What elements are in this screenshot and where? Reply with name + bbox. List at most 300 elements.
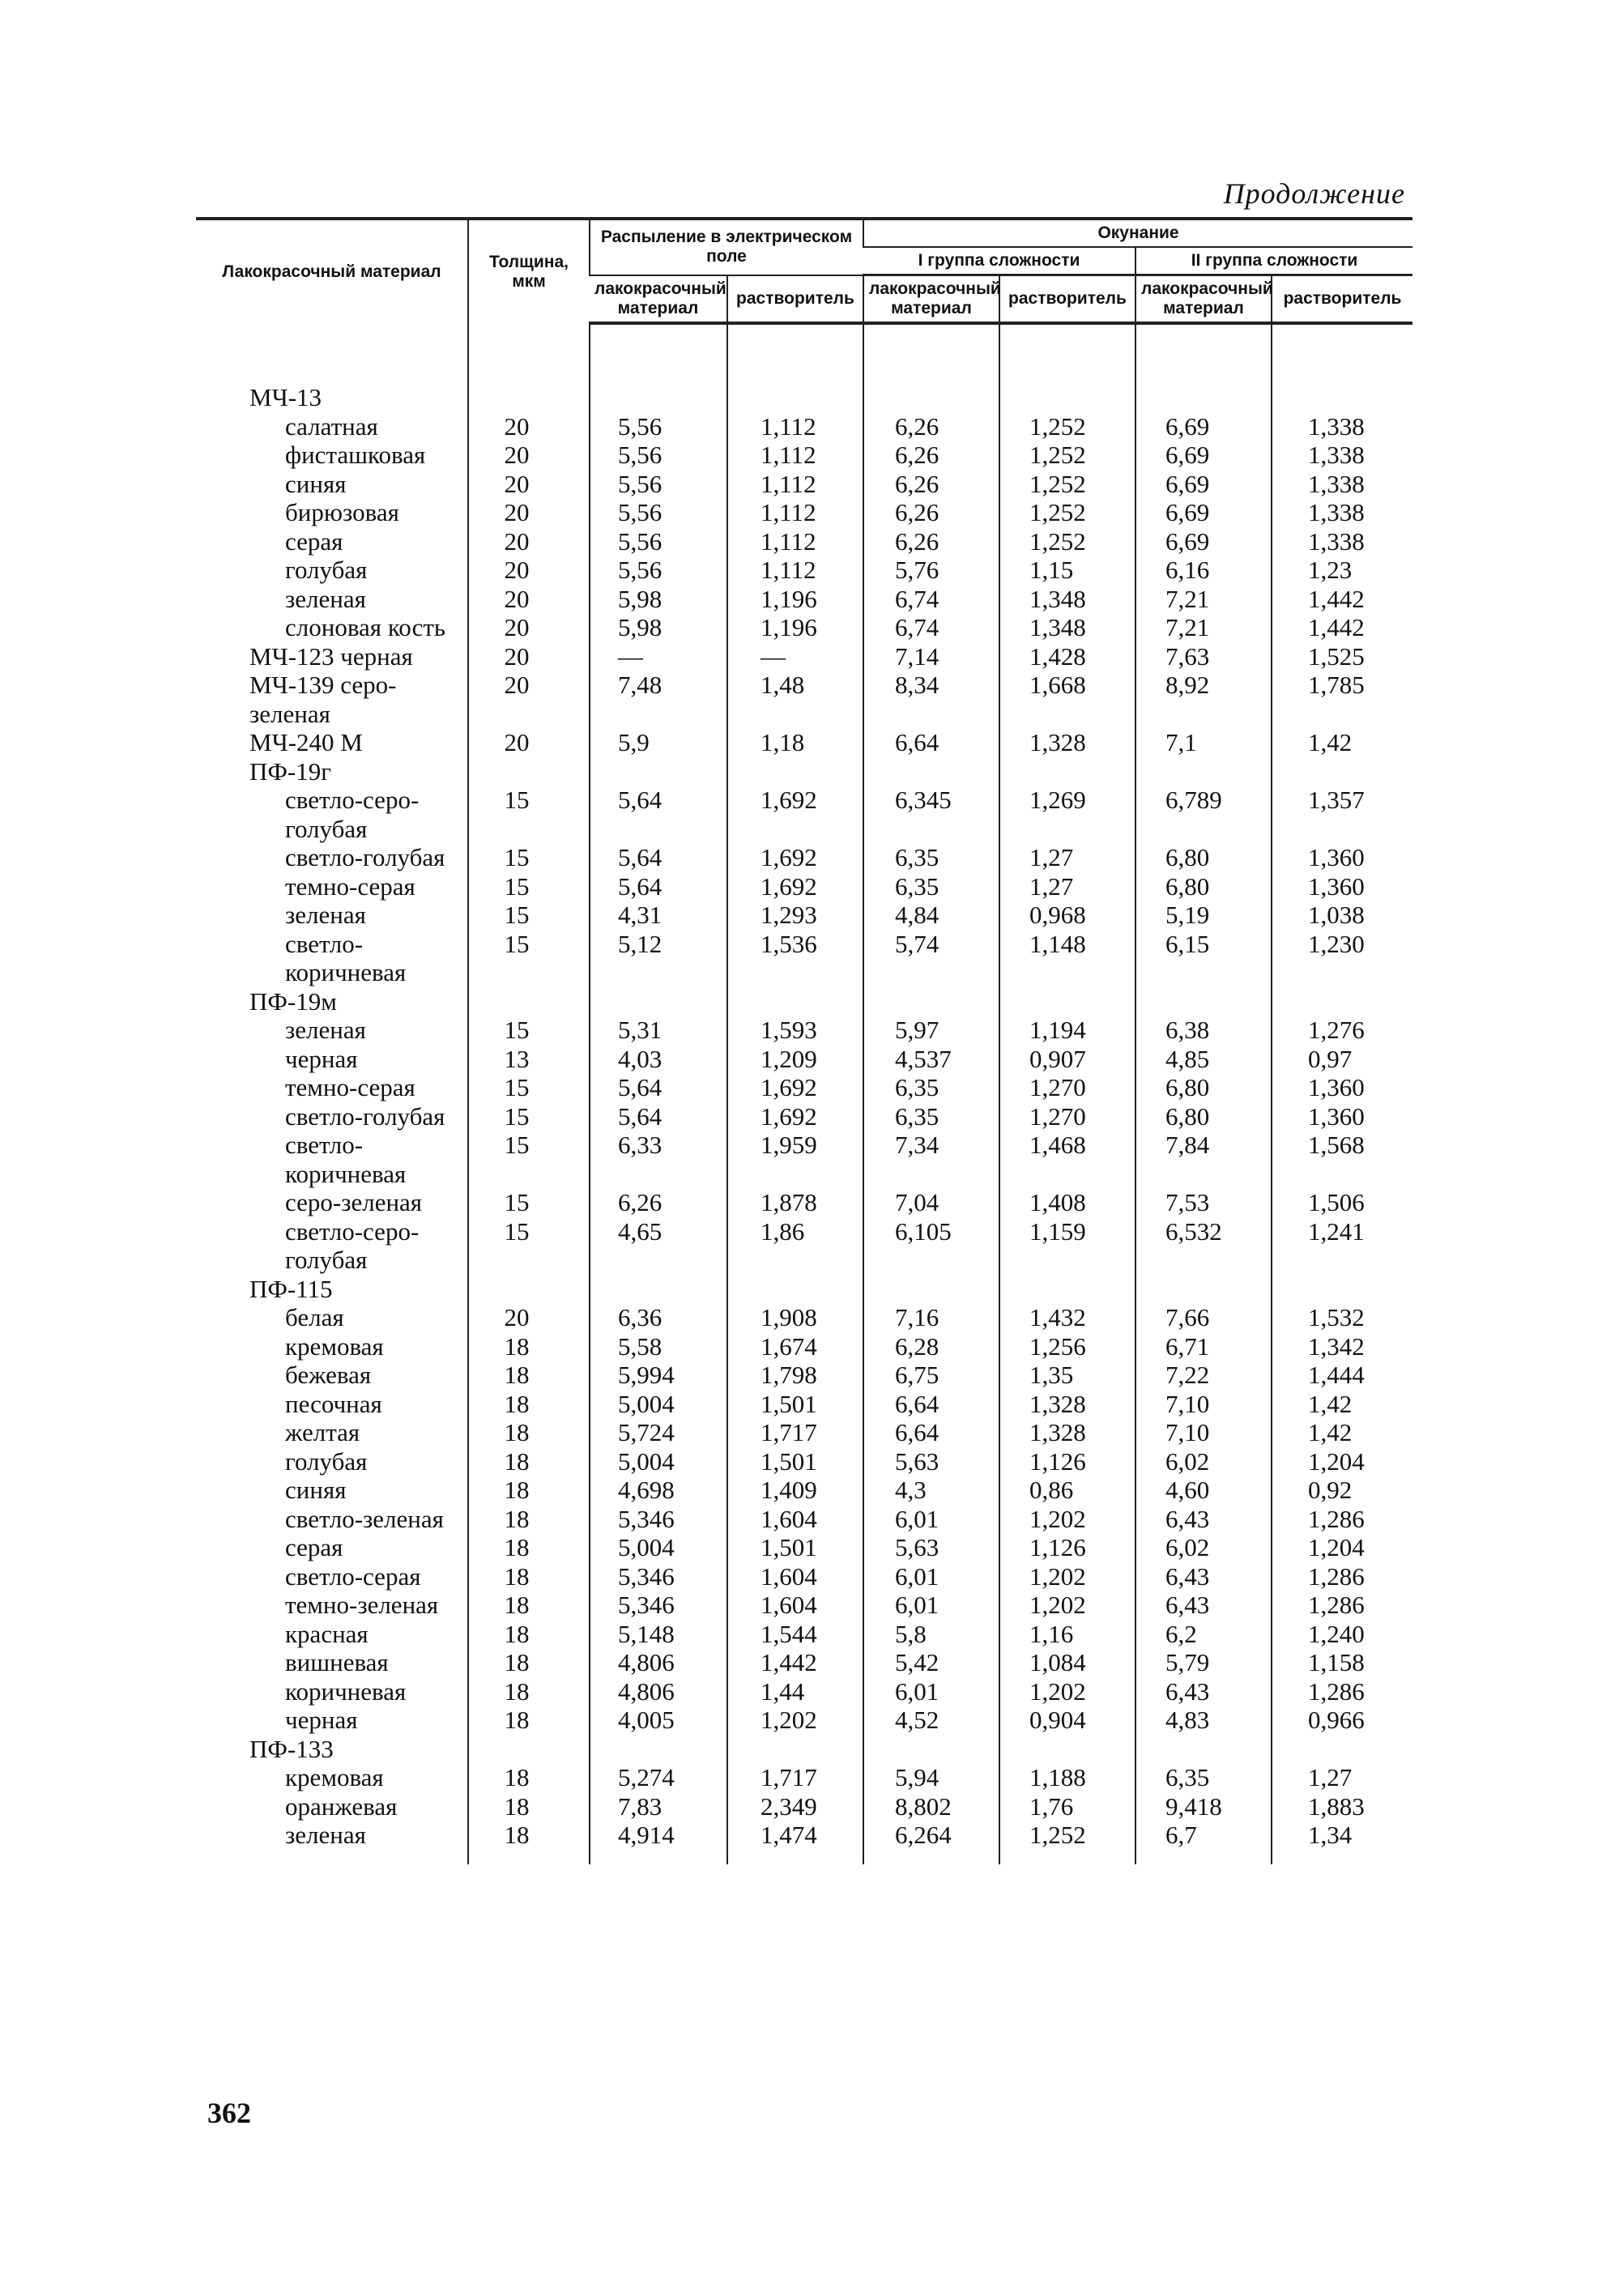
g1-solvent-cell: 1,432 xyxy=(999,1303,1135,1332)
table-row xyxy=(196,1332,1412,1361)
material-cell: оранжевая xyxy=(285,1791,398,1821)
thickness-cell: 20 xyxy=(468,671,590,728)
spray-solvent-cell: 1,692 xyxy=(727,843,863,872)
g1-paint-cell: 5,8 xyxy=(863,1620,999,1649)
g2-solvent-cell: 1,204 xyxy=(1272,1447,1412,1476)
spray-solvent-cell xyxy=(727,757,863,786)
g1-solvent-cell: 1,202 xyxy=(999,1562,1135,1591)
g1-solvent-cell: 1,328 xyxy=(999,1390,1135,1419)
material-cell: песочная xyxy=(285,1389,382,1418)
g2-paint-cell: 7,66 xyxy=(1135,1303,1272,1332)
table-row xyxy=(196,843,1412,872)
g2-solvent-cell: 1,42 xyxy=(1272,1418,1412,1447)
material-cell: голубая xyxy=(285,1446,368,1476)
group-row xyxy=(196,671,1412,728)
g1-paint-cell: 6,74 xyxy=(863,613,999,642)
group-row xyxy=(196,642,1412,671)
g1-paint-cell: 6,264 xyxy=(863,1821,999,1850)
g2-paint-cell: 6,69 xyxy=(1135,498,1272,527)
thickness-cell: 15 xyxy=(468,1102,590,1131)
spray-solvent-cell: 1,293 xyxy=(727,901,863,930)
table-row xyxy=(196,1361,1412,1390)
g1-paint-cell xyxy=(863,757,999,786)
g1-paint-cell: 6,01 xyxy=(863,1591,999,1620)
spray-solvent-cell: 1,442 xyxy=(727,1648,863,1677)
continuation-label: Продолжение xyxy=(1223,177,1405,210)
g2-solvent-cell xyxy=(1272,757,1412,786)
page-number: 362 xyxy=(207,2097,251,2129)
g1-solvent-cell: 1,202 xyxy=(999,1677,1135,1706)
g1-solvent-cell: 1,428 xyxy=(999,642,1135,671)
g2-paint-cell: 5,19 xyxy=(1135,901,1272,930)
spray-paint-cell: 5,004 xyxy=(590,1447,727,1476)
material-cell: светло-зеленая xyxy=(285,1504,444,1533)
g2-paint-cell: 6,69 xyxy=(1135,527,1272,556)
thickness-cell: 20 xyxy=(468,642,590,671)
thickness-cell: 15 xyxy=(468,930,590,987)
spray-solvent-cell: 1,674 xyxy=(727,1332,863,1361)
g2-paint-cell xyxy=(1135,757,1272,786)
g2-paint-cell: 7,10 xyxy=(1135,1390,1272,1419)
g2-solvent-cell: 1,338 xyxy=(1272,498,1412,527)
thickness-cell: 15 xyxy=(468,786,590,843)
g1-paint-cell: 6,74 xyxy=(863,585,999,614)
material-cell: МЧ-13 xyxy=(249,383,322,411)
g2-solvent-cell: 1,342 xyxy=(1272,1332,1412,1361)
group-row xyxy=(196,987,1412,1016)
table-row xyxy=(196,1390,1412,1419)
g1-paint-cell: 4,3 xyxy=(863,1476,999,1505)
g2-solvent-cell: 1,286 xyxy=(1272,1505,1412,1534)
spray-paint-cell xyxy=(590,1735,727,1764)
material-cell: серая xyxy=(285,1533,343,1561)
thickness-cell: 18 xyxy=(468,1677,590,1706)
g2-paint-cell: 6,15 xyxy=(1135,930,1272,987)
spray-solvent-cell: 1,209 xyxy=(727,1045,863,1074)
g1-paint-cell: 6,26 xyxy=(863,412,999,441)
g1-solvent-cell: 1,084 xyxy=(999,1648,1135,1677)
thickness-cell: 18 xyxy=(468,1706,590,1735)
table-row xyxy=(196,1303,1412,1332)
g2-paint-cell: 8,92 xyxy=(1135,671,1272,728)
g1-paint-cell: 6,26 xyxy=(863,441,999,470)
thickness-cell: 18 xyxy=(468,1821,590,1850)
g2-solvent-cell: 1,883 xyxy=(1272,1792,1412,1821)
spray-paint-cell: 5,9 xyxy=(590,728,727,757)
g2-solvent-cell: 1,360 xyxy=(1272,843,1412,872)
spray-paint-cell: — xyxy=(590,642,727,671)
g1-solvent-cell: 1,256 xyxy=(999,1332,1135,1361)
data-table xyxy=(196,217,1412,1864)
table-row xyxy=(196,470,1412,499)
spray-paint-cell: 7,48 xyxy=(590,671,727,728)
spray-paint-cell: 5,56 xyxy=(590,441,727,470)
g1-solvent-cell: 1,194 xyxy=(999,1016,1135,1045)
table-row xyxy=(196,1073,1412,1102)
g1-paint-cell: 6,35 xyxy=(863,872,999,901)
material-cell: бирюзовая xyxy=(285,498,399,526)
g2-paint-cell xyxy=(1135,383,1272,412)
thickness-cell: 20 xyxy=(468,585,590,614)
g1-paint-cell: 6,26 xyxy=(863,527,999,556)
g1-paint-cell: 4,537 xyxy=(863,1045,999,1074)
spray-solvent-cell: 1,202 xyxy=(727,1706,863,1735)
g1-paint-cell: 8,34 xyxy=(863,671,999,728)
material-cell: салатная xyxy=(285,411,378,441)
g1-paint-cell: 5,76 xyxy=(863,556,999,585)
thickness-cell: 15 xyxy=(468,1217,590,1275)
g1-solvent-cell: 1,27 xyxy=(999,843,1135,872)
g1-solvent-cell: 1,202 xyxy=(999,1505,1135,1534)
spray-paint-cell: 6,26 xyxy=(590,1188,727,1217)
thickness-cell: 18 xyxy=(468,1505,590,1534)
table-row xyxy=(196,613,1412,642)
spray-paint-cell: 5,004 xyxy=(590,1390,727,1419)
g2-solvent-cell: 1,286 xyxy=(1272,1677,1412,1706)
table-row xyxy=(196,1131,1412,1188)
material-cell: черная xyxy=(285,1706,358,1734)
spray-solvent-cell: 1,544 xyxy=(727,1620,863,1649)
g2-paint-cell: 4,85 xyxy=(1135,1045,1272,1074)
thickness-cell: 18 xyxy=(468,1792,590,1821)
thickness-cell: 18 xyxy=(468,1591,590,1620)
spray-paint-cell: 7,83 xyxy=(590,1792,727,1821)
table-row xyxy=(196,786,1412,843)
thickness-cell: 20 xyxy=(468,441,590,470)
g2-paint-cell: 6,71 xyxy=(1135,1332,1272,1361)
spray-solvent-cell: 1,692 xyxy=(727,1073,863,1102)
thickness-cell: 13 xyxy=(468,1045,590,1074)
spray-paint-cell: 5,148 xyxy=(590,1620,727,1649)
material-cell: ПФ-115 xyxy=(249,1274,333,1303)
g2-solvent-cell: 1,240 xyxy=(1272,1620,1412,1649)
thickness-cell xyxy=(468,757,590,786)
g2-solvent-cell: 1,338 xyxy=(1272,412,1412,441)
g2-paint-cell: 6,80 xyxy=(1135,843,1272,872)
spray-solvent-cell: 1,112 xyxy=(727,498,863,527)
g1-paint-cell: 6,01 xyxy=(863,1562,999,1591)
thickness-cell xyxy=(468,1735,590,1764)
table-row xyxy=(196,1533,1412,1562)
g2-paint-cell: 6,80 xyxy=(1135,1073,1272,1102)
g2-paint-cell: 4,83 xyxy=(1135,1706,1272,1735)
material-cell: бежевая xyxy=(285,1361,372,1389)
g2-solvent-cell xyxy=(1272,383,1412,412)
material-cell: светло-коричневая xyxy=(285,1131,407,1188)
g2-paint-cell: 6,69 xyxy=(1135,412,1272,441)
g2-paint-cell: 9,418 xyxy=(1135,1792,1272,1821)
g2-solvent-cell: 0,92 xyxy=(1272,1476,1412,1505)
thickness-cell: 18 xyxy=(468,1418,590,1447)
spray-paint-cell: 5,31 xyxy=(590,1016,727,1045)
group-row xyxy=(196,1275,1412,1304)
g1-solvent-cell: 1,252 xyxy=(999,527,1135,556)
spray-solvent-cell: 1,18 xyxy=(727,728,863,757)
thickness-cell: 15 xyxy=(468,1188,590,1217)
table-row xyxy=(196,1045,1412,1074)
g2-paint-cell: 6,43 xyxy=(1135,1591,1272,1620)
g2-solvent-cell: 1,338 xyxy=(1272,470,1412,499)
g2-solvent-cell xyxy=(1272,1735,1412,1764)
group-row xyxy=(196,1735,1412,1764)
spray-paint-cell: 5,64 xyxy=(590,1102,727,1131)
thickness-cell: 20 xyxy=(468,470,590,499)
g1-solvent-cell: 0,968 xyxy=(999,901,1135,930)
g2-paint-cell: 7,1 xyxy=(1135,728,1272,757)
spray-solvent-cell: 2,349 xyxy=(727,1792,863,1821)
spray-solvent-cell: 1,86 xyxy=(727,1217,863,1275)
material-cell: темно-серая xyxy=(285,1073,415,1101)
g2-solvent-cell: 1,357 xyxy=(1272,786,1412,843)
thickness-cell: 18 xyxy=(468,1332,590,1361)
g1-solvent-cell: 1,408 xyxy=(999,1188,1135,1217)
header-spray-solvent: растворитель xyxy=(727,275,863,324)
thickness-cell: 18 xyxy=(468,1533,590,1562)
g1-solvent-cell: 1,252 xyxy=(999,498,1135,527)
g2-solvent-cell: 0,97 xyxy=(1272,1045,1412,1074)
spray-paint-cell: 5,274 xyxy=(590,1763,727,1792)
spray-paint-cell: 6,36 xyxy=(590,1303,727,1332)
spray-solvent-cell: 1,501 xyxy=(727,1447,863,1476)
table-row xyxy=(196,1476,1412,1505)
thickness-cell: 20 xyxy=(468,498,590,527)
spray-paint-cell: 5,346 xyxy=(590,1562,727,1591)
spray-paint-cell: 5,56 xyxy=(590,556,727,585)
g2-solvent-cell: 1,276 xyxy=(1272,1016,1412,1045)
g2-solvent-cell: 1,444 xyxy=(1272,1361,1412,1390)
spray-solvent-cell: 1,593 xyxy=(727,1016,863,1045)
g1-paint-cell: 4,52 xyxy=(863,1706,999,1735)
g1-solvent-cell: 1,76 xyxy=(999,1792,1135,1821)
spray-paint-cell: 4,65 xyxy=(590,1217,727,1275)
table-row xyxy=(196,527,1412,556)
g1-paint-cell: 7,04 xyxy=(863,1188,999,1217)
spray-paint-cell xyxy=(590,1275,727,1304)
g1-solvent-cell: 0,907 xyxy=(999,1045,1135,1074)
spray-solvent-cell xyxy=(727,383,863,412)
g1-solvent-cell xyxy=(999,987,1135,1016)
spray-solvent-cell xyxy=(727,1275,863,1304)
spray-solvent-cell: 1,409 xyxy=(727,1476,863,1505)
g1-paint-cell: 6,26 xyxy=(863,470,999,499)
g2-paint-cell: 7,10 xyxy=(1135,1418,1272,1447)
g1-paint-cell: 6,64 xyxy=(863,1390,999,1419)
g1-paint-cell: 4,84 xyxy=(863,901,999,930)
material-cell: ПФ-19м xyxy=(249,986,337,1016)
thickness-cell: 18 xyxy=(468,1476,590,1505)
thickness-cell: 20 xyxy=(468,556,590,585)
g1-solvent-cell: 1,35 xyxy=(999,1361,1135,1390)
spray-paint-cell: 5,56 xyxy=(590,470,727,499)
g1-paint-cell: 6,64 xyxy=(863,728,999,757)
spray-solvent-cell: 1,692 xyxy=(727,1102,863,1131)
g1-paint-cell: 7,14 xyxy=(863,642,999,671)
spray-solvent-cell: 1,196 xyxy=(727,585,863,614)
spray-paint-cell: 4,698 xyxy=(590,1476,727,1505)
g1-paint-cell: 8,802 xyxy=(863,1792,999,1821)
spray-solvent-cell xyxy=(727,987,863,1016)
thickness-cell: 20 xyxy=(468,1303,590,1332)
spray-solvent-cell: — xyxy=(727,642,863,671)
g1-solvent-cell: 1,126 xyxy=(999,1447,1135,1476)
g1-solvent-cell: 1,27 xyxy=(999,872,1135,901)
g1-paint-cell: 5,42 xyxy=(863,1648,999,1677)
header-group-1: I группа сложности xyxy=(863,247,1135,275)
material-cell: серо-зеленая xyxy=(285,1188,423,1216)
g1-paint-cell: 5,63 xyxy=(863,1533,999,1562)
g1-solvent-cell: 1,188 xyxy=(999,1763,1135,1792)
thickness-cell xyxy=(468,1275,590,1304)
spray-paint-cell: 5,64 xyxy=(590,786,727,843)
header-g1-solvent: растворитель xyxy=(999,275,1135,324)
spray-solvent-cell: 1,604 xyxy=(727,1505,863,1534)
g1-paint-cell: 5,97 xyxy=(863,1016,999,1045)
g2-paint-cell: 6,35 xyxy=(1135,1763,1272,1792)
material-cell: ПФ-133 xyxy=(249,1734,334,1763)
g1-paint-cell: 7,16 xyxy=(863,1303,999,1332)
g1-solvent-cell: 1,126 xyxy=(999,1533,1135,1562)
spray-solvent-cell: 1,692 xyxy=(727,872,863,901)
spray-solvent-cell: 1,112 xyxy=(727,470,863,499)
thickness-cell: 18 xyxy=(468,1361,590,1390)
g1-paint-cell: 6,28 xyxy=(863,1332,999,1361)
g2-solvent-cell: 1,506 xyxy=(1272,1188,1412,1217)
material-cell: темно-серая xyxy=(285,871,415,901)
g2-paint-cell: 5,79 xyxy=(1135,1648,1272,1677)
g1-solvent-cell: 1,348 xyxy=(999,585,1135,614)
g1-paint-cell: 6,345 xyxy=(863,786,999,843)
thickness-cell: 18 xyxy=(468,1648,590,1677)
spray-solvent-cell: 1,536 xyxy=(727,930,863,987)
g1-solvent-cell: 1,328 xyxy=(999,1418,1135,1447)
table-row xyxy=(196,1016,1412,1045)
spray-solvent-cell: 1,717 xyxy=(727,1763,863,1792)
table-row xyxy=(196,1677,1412,1706)
material-cell: коричневая xyxy=(285,1676,407,1706)
header-dip: Окунание xyxy=(863,219,1412,247)
g2-solvent-cell: 1,532 xyxy=(1272,1303,1412,1332)
material-cell: синяя xyxy=(285,469,347,498)
spray-paint-cell: 6,33 xyxy=(590,1131,727,1188)
material-cell: вишневая xyxy=(285,1648,389,1676)
spray-solvent-cell: 1,474 xyxy=(727,1821,863,1850)
table-row xyxy=(196,1188,1412,1217)
g1-paint-cell xyxy=(863,1735,999,1764)
spray-paint-cell: 5,724 xyxy=(590,1418,727,1447)
thickness-cell: 20 xyxy=(468,613,590,642)
spray-solvent-cell: 1,44 xyxy=(727,1677,863,1706)
spray-solvent-cell: 1,112 xyxy=(727,441,863,470)
material-cell: желтая xyxy=(285,1418,360,1446)
g1-paint-cell: 6,35 xyxy=(863,1102,999,1131)
g1-solvent-cell: 1,269 xyxy=(999,786,1135,843)
spray-solvent-cell: 1,48 xyxy=(727,671,863,728)
spray-paint-cell: 5,64 xyxy=(590,872,727,901)
material-cell: МЧ-139 серо-зеленая xyxy=(249,671,397,728)
header-g2-solvent: растворитель xyxy=(1272,275,1412,324)
table-row xyxy=(196,585,1412,614)
thickness-cell: 18 xyxy=(468,1562,590,1591)
g2-paint-cell: 6,43 xyxy=(1135,1677,1272,1706)
g2-solvent-cell: 1,286 xyxy=(1272,1591,1412,1620)
spray-solvent-cell: 1,959 xyxy=(727,1131,863,1188)
material-cell: светло-серо-голубая xyxy=(285,786,420,843)
spray-paint-cell: 5,64 xyxy=(590,1073,727,1102)
group-row xyxy=(196,728,1412,757)
g2-paint-cell: 7,84 xyxy=(1135,1131,1272,1188)
g1-paint-cell xyxy=(863,1275,999,1304)
thickness-cell xyxy=(468,383,590,412)
table-row xyxy=(196,1792,1412,1821)
spray-solvent-cell: 1,196 xyxy=(727,613,863,642)
material-cell: черная xyxy=(285,1044,358,1073)
header-g2-paint: лакокрасочный материал xyxy=(1135,275,1272,324)
spray-paint-cell: 4,005 xyxy=(590,1706,727,1735)
g1-paint-cell: 6,75 xyxy=(863,1361,999,1390)
g2-solvent-cell: 1,286 xyxy=(1272,1562,1412,1591)
g2-solvent-cell: 1,23 xyxy=(1272,556,1412,585)
material-cell: зеленая xyxy=(285,901,366,929)
spray-solvent-cell: 1,878 xyxy=(727,1188,863,1217)
g1-solvent-cell xyxy=(999,757,1135,786)
material-cell: зеленая xyxy=(285,584,366,613)
thickness-cell: 15 xyxy=(468,1073,590,1102)
g1-paint-cell: 6,01 xyxy=(863,1677,999,1706)
g1-paint-cell xyxy=(863,987,999,1016)
table-row xyxy=(196,1505,1412,1534)
spray-paint-cell: 5,58 xyxy=(590,1332,727,1361)
g2-paint-cell: 6,789 xyxy=(1135,786,1272,843)
g1-solvent-cell: 1,252 xyxy=(999,441,1135,470)
thickness-cell: 20 xyxy=(468,412,590,441)
g1-solvent-cell: 1,148 xyxy=(999,930,1135,987)
group-row xyxy=(196,757,1412,786)
material-cell: МЧ-240 М xyxy=(249,728,363,756)
g1-paint-cell: 6,01 xyxy=(863,1505,999,1534)
g2-paint-cell: 6,02 xyxy=(1135,1447,1272,1476)
g2-solvent-cell: 1,230 xyxy=(1272,930,1412,987)
table-row xyxy=(196,556,1412,585)
table-row xyxy=(196,1562,1412,1591)
g1-paint-cell: 6,105 xyxy=(863,1217,999,1275)
g1-paint-cell xyxy=(863,383,999,412)
g1-paint-cell: 5,74 xyxy=(863,930,999,987)
spray-paint-cell: 5,56 xyxy=(590,412,727,441)
g1-solvent-cell: 0,86 xyxy=(999,1476,1135,1505)
g2-solvent-cell: 1,158 xyxy=(1272,1648,1412,1677)
spray-solvent-cell: 1,692 xyxy=(727,786,863,843)
spray-paint-cell: 4,03 xyxy=(590,1045,727,1074)
spray-paint-cell xyxy=(590,383,727,412)
material-cell: фисташковая xyxy=(285,441,426,469)
g2-paint-cell: 6,532 xyxy=(1135,1217,1272,1275)
material-cell: красная xyxy=(285,1619,369,1648)
table-row xyxy=(196,1591,1412,1620)
g2-paint-cell: 6,80 xyxy=(1135,872,1272,901)
table-row xyxy=(196,901,1412,930)
g1-solvent-cell: 1,252 xyxy=(999,1821,1135,1850)
g1-solvent-cell: 1,348 xyxy=(999,613,1135,642)
material-cell: темно-зеленая xyxy=(285,1591,439,1619)
g2-solvent-cell: 1,34 xyxy=(1272,1821,1412,1850)
spray-paint-cell: 4,31 xyxy=(590,901,727,930)
g1-solvent-cell: 1,202 xyxy=(999,1591,1135,1620)
g2-solvent-cell: 1,525 xyxy=(1272,642,1412,671)
material-cell: голубая xyxy=(285,556,368,584)
table-row xyxy=(196,1763,1412,1792)
g2-solvent-cell: 1,42 xyxy=(1272,728,1412,757)
thickness-cell: 18 xyxy=(468,1390,590,1419)
